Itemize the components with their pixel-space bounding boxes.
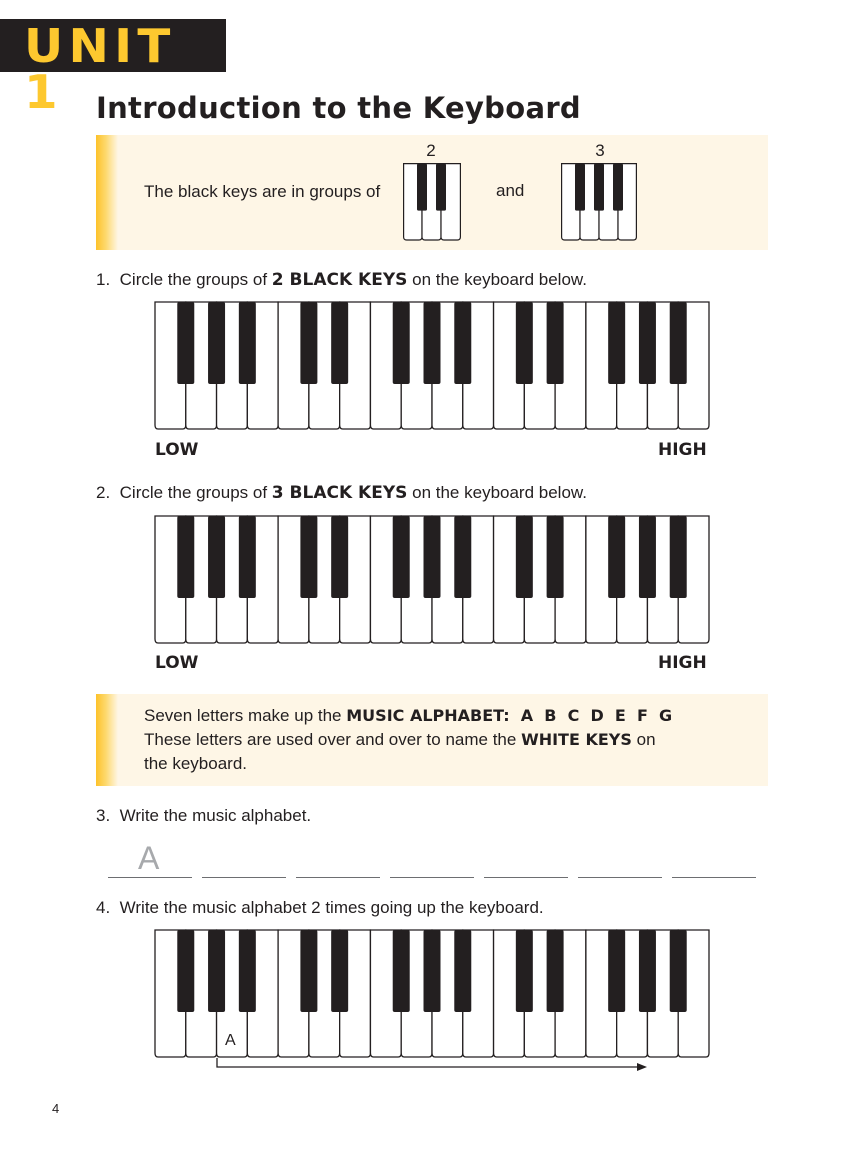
callout-music-alphabet [96,694,768,786]
example-letter-a: A [138,840,160,876]
black-key[interactable] [670,516,687,598]
black-key[interactable] [300,302,317,384]
callout-line-1 [144,704,672,728]
answer-blank-5[interactable] [484,877,568,878]
black-key[interactable] [331,516,348,598]
answer-blank-3[interactable] [296,877,380,878]
low-label: LOW [155,653,199,673]
question-number: 2. [96,483,111,502]
answer-blank-4[interactable] [390,877,474,878]
black-key[interactable] [639,930,656,1012]
black-key[interactable] [424,302,441,384]
black-key[interactable] [393,516,410,598]
callout-line-2 [144,728,656,752]
callout-line-2-post: on [636,730,656,749]
high-label: HIGH [658,653,707,673]
question-text: Write the music alphabet. [119,806,312,825]
black-key[interactable] [547,516,564,598]
black-key[interactable] [177,302,194,384]
and-text: and [496,181,525,200]
question-text-post: on the keyboard below. [412,483,587,502]
question-text: Write the music alphabet 2 times going up the keyboard. [119,898,544,917]
black-key[interactable] [177,930,194,1012]
question-3 [96,805,311,827]
black-key[interactable] [424,516,441,598]
question-4 [96,897,544,919]
question-text-pre: Circle the groups of [119,270,268,289]
low-label: LOW [155,440,199,460]
question-text-bold: 2 BLACK KEYS [271,270,408,290]
callout-text: The black keys are in groups of [144,182,381,201]
black-key[interactable] [208,302,225,384]
black-key[interactable] [454,930,471,1012]
black-key[interactable] [331,930,348,1012]
mini-keyboard-two-black-keys [403,163,461,241]
black-key[interactable] [516,302,533,384]
keyboard-question-4[interactable] [154,929,710,1058]
black-key[interactable] [393,930,410,1012]
black-key[interactable] [239,516,256,598]
black-key[interactable] [454,302,471,384]
question-number: 1. [96,270,111,289]
keyboard-question-2[interactable] [154,515,710,644]
high-label: HIGH [658,440,707,460]
keyboard-question-1[interactable] [154,301,710,430]
callout-line-3: the keyboard. [144,754,248,773]
callout-line-2-text: These letters are used over and over to name the [144,730,517,749]
black-key[interactable] [177,516,194,598]
black-key[interactable] [393,302,410,384]
question-1 [96,269,587,291]
black-key[interactable] [547,302,564,384]
black-key[interactable] [454,516,471,598]
group-three-label: 3 [595,141,605,160]
black-key[interactable] [670,302,687,384]
black-key[interactable] [208,516,225,598]
page-title: Introduction to the Keyboard [96,91,581,125]
unit-label: UNIT 1 [24,19,176,119]
black-key[interactable] [608,516,625,598]
black-key[interactable] [331,302,348,384]
question-text-pre: Circle the groups of [119,483,268,502]
going-up-arrow [216,1058,648,1079]
callout-black-key-groups [96,135,768,250]
black-key[interactable] [300,930,317,1012]
question-text-post: on the keyboard below. [412,270,587,289]
question-number: 3. [96,806,111,825]
black-key[interactable] [239,930,256,1012]
black-key[interactable] [239,302,256,384]
music-alphabet-bold: MUSIC ALPHABET: A B C D E F G [346,706,673,725]
answer-blank-6[interactable] [578,877,662,878]
answer-blank-2[interactable] [202,877,286,878]
black-key[interactable] [547,930,564,1012]
answer-blank-7[interactable] [672,877,756,878]
black-key[interactable] [516,930,533,1012]
question-2 [96,482,587,504]
black-key[interactable] [639,302,656,384]
black-key[interactable] [300,516,317,598]
start-key-label-a: A [225,1032,236,1049]
group-two-label: 2 [426,141,436,160]
black-key[interactable] [608,930,625,1012]
black-key[interactable] [670,930,687,1012]
white-keys-bold: WHITE KEYS [521,730,632,749]
black-key[interactable] [208,930,225,1012]
black-key[interactable] [608,302,625,384]
page-number: 4 [52,1101,60,1116]
question-text-bold: 3 BLACK KEYS [271,483,408,503]
answer-blank-1[interactable] [108,877,192,878]
question-number: 4. [96,898,111,917]
callout-line-1-text: Seven letters make up the [144,706,342,725]
mini-keyboard-three-black-keys [561,163,637,241]
black-key[interactable] [639,516,656,598]
unit-banner [0,19,226,119]
black-key[interactable] [424,930,441,1012]
black-key[interactable] [516,516,533,598]
